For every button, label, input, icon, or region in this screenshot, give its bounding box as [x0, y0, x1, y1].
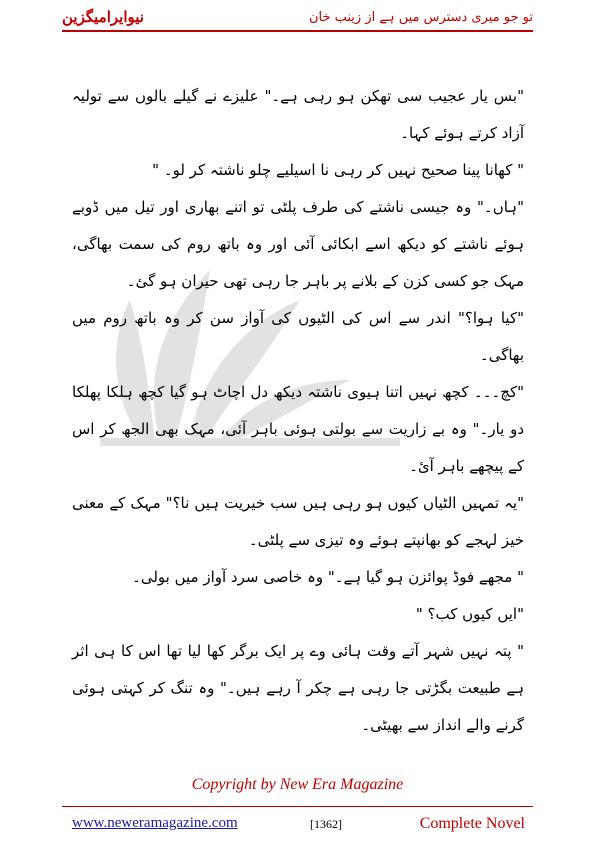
- paragraph-1: "بس یار عجیب سی تھکن ہو رہی ہے۔" علیزے نے گیلے بالوں سے تولیہ آزاد کرتے ہوئے کہا۔: [72, 87, 524, 142]
- paragraph-2: " کھانا پینا صحیح نہیں کر رہی نا اسیلیے چلو ناشتہ کر لو۔ ": [152, 161, 524, 179]
- paragraph-7: " مجھے فوڈ پوائزن ہو گیا ہے۔" وہ خاصی سرد آواز میں بولی۔: [132, 568, 524, 586]
- story-title: تو جو میری دسترس میں ہے از زینب خان: [308, 10, 533, 25]
- section-label: Complete Novel: [419, 815, 525, 832]
- page-footer: [62, 806, 533, 831]
- page-header: [62, 8, 533, 32]
- paragraph-9: " پتہ نہیں شہر آتے وقت ہائی وے پر ایک برگر کھا لیا تھا اس کا ہی اثر ہے طبیعت بگڑتی جا رہی ہے چکر آ رہے ہیں۔" وہ تنگ کر کہتی ہوئی گرنے والے انداز سے بھیٹی۔: [72, 642, 524, 734]
- paragraph-6: "یہ تمہیں الٹیاں کیوں ہو رہی ہیں سب خیریت ہیں نا؟" مہک کے معنی خیز لہجے کو بھانپتے ہوئے وہ تیزی سے پلٹی۔: [72, 494, 524, 549]
- paragraph-8: "ایں کیوں کب؟ ": [415, 605, 524, 623]
- website-link[interactable]: www.neweramagazine.com: [72, 815, 238, 831]
- magazine-name: نیوایرامیگزین: [62, 8, 144, 26]
- paragraph-3: "ہاں۔" وہ جیسی ناشتے کی طرف پلٹی تو اتنے بھاری اور تیل میں ڈوبے ہوئے ناشتے کو دیکھ اسے ابکائی آئی اور وہ باتھ روم کی سمت بھاگی، مہک جو کسی کزن کے بلانے پر باہر جا رہی تھی حیران ہو گئ۔: [72, 198, 524, 290]
- paragraph-5: "کچ۔۔۔ کچھ نہیں اتنا ہیوی ناشتہ دیکھ دل اچاٹ ہو گیا کچھ ہلکا پھلکا دو یار۔" وہ بے زاریت سے بولتی ہوئی باہر آئی، مہک بھی الجھ کر اس کے پیچھے باہر آئ۔: [72, 383, 524, 475]
- story-body: [72, 78, 524, 744]
- copyright-notice: Copyright by New Era Magazine: [191, 776, 404, 793]
- paragraph-4: "کیا ہوا؟" اندر سے اس کی الٹیوں کی آواز سن کر وہ باتھ روم میں بھاگی۔: [72, 309, 524, 364]
- page-number: [1362]: [310, 817, 342, 831]
